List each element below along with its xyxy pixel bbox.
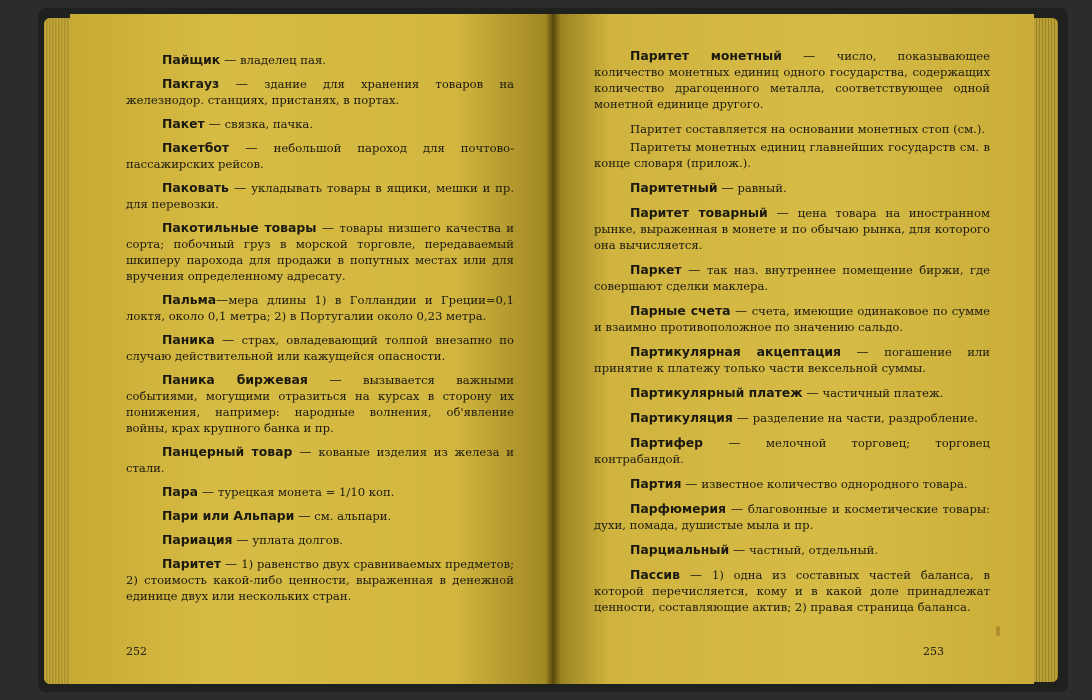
entry-definition: 1) одна из составных частей баланса, в которой перечисляется, кому и в какой доле принадлежат ценности, составляющие актив; 2) правая страница баланса. bbox=[594, 568, 990, 614]
entry-term: Пакгауз bbox=[162, 76, 220, 91]
left-page-entries bbox=[126, 52, 514, 604]
entry-definition: счета, имеющие одинаковое по сумме и взаимно противоположное по значению сальдо. bbox=[594, 304, 990, 334]
entry-separator: — bbox=[307, 373, 364, 387]
entry-separator: — bbox=[681, 263, 707, 277]
entry-definition: Паритеты монетных единиц главнейших государств см. в конце словаря (прилож.). bbox=[594, 140, 990, 170]
entry-term: Парциальный bbox=[630, 542, 730, 557]
entry-definition: равный. bbox=[737, 181, 787, 195]
entry-separator: — bbox=[294, 509, 315, 523]
entry-separator: — bbox=[725, 502, 748, 516]
bookmark-ribbon bbox=[996, 626, 1000, 636]
right-page bbox=[552, 14, 1034, 684]
dictionary-entry bbox=[594, 180, 990, 196]
entry-term: Партикуляция bbox=[630, 410, 733, 425]
dictionary-entry bbox=[594, 501, 990, 533]
dictionary-entry bbox=[594, 542, 990, 558]
entry-definition: цена товара на иностранном рынке, выраженная в монете и по обычаю рынка, для которого она вычисляется. bbox=[594, 206, 991, 252]
entry-separator: — bbox=[729, 543, 750, 557]
entry-definition: вызывается важными событиями, могущими отразиться на курсах в сторону их понижения, например: народные волнения, об'явление войны, крах крупного банка и пр. bbox=[126, 373, 515, 435]
entry-term: Партикулярная акцептация bbox=[630, 344, 841, 359]
entry-definition: мелочной торговец; торговец контрабандой. bbox=[594, 436, 990, 466]
entry-separator: — bbox=[679, 568, 712, 582]
entry-separator: — bbox=[316, 221, 340, 235]
dictionary-entry bbox=[126, 332, 514, 364]
entry-separator: — bbox=[219, 77, 265, 91]
entry-term: Пальма bbox=[162, 292, 217, 307]
left-page-number: 252 bbox=[126, 645, 147, 658]
entry-definition: страх, овладевающий толпой внезапно по случаю действительной или кажущейся опасности. bbox=[126, 333, 514, 363]
entry-term: Паркет bbox=[630, 262, 682, 277]
book-gutter bbox=[546, 14, 560, 684]
entry-separator: — bbox=[767, 206, 798, 220]
entry-term: Панцерный товар bbox=[162, 444, 293, 459]
entry-term: Пакетбот bbox=[162, 140, 230, 155]
entry-term: Паритет монетный bbox=[630, 48, 782, 63]
page-edges-right bbox=[1030, 18, 1058, 682]
entry-term: Пассив bbox=[630, 567, 680, 582]
entry-term: Партия bbox=[630, 476, 682, 491]
right-page-number: 253 bbox=[923, 645, 944, 658]
dictionary-entry bbox=[594, 344, 990, 376]
entry-term: Партифер bbox=[630, 435, 704, 450]
entry-separator: — bbox=[840, 345, 885, 359]
entry-definition: небольшой пароход для почтово-пассажирских рейсов. bbox=[126, 141, 514, 171]
entry-definition: кованые изделия из железа и стали. bbox=[126, 445, 514, 475]
dictionary-entry bbox=[126, 76, 514, 108]
entry-definition: частный, отдельный. bbox=[749, 543, 879, 557]
entry-definition: так наз. внутреннее помещение биржи, где совершают сделки маклера. bbox=[594, 263, 990, 293]
dictionary-entry bbox=[126, 220, 514, 284]
dictionary-entry bbox=[594, 48, 990, 112]
entry-definition: турецкая монета = 1/10 коп. bbox=[217, 485, 395, 499]
dictionary-entry bbox=[594, 410, 990, 426]
entry-term: Паковать bbox=[162, 180, 229, 195]
entry-term: Паника биржевая bbox=[162, 372, 308, 387]
dictionary-entry bbox=[594, 476, 990, 492]
entry-term: Паритетный bbox=[630, 180, 718, 195]
entry-definition: см. альпари. bbox=[314, 509, 392, 523]
entry-definition: разделение на части, раздробление. bbox=[752, 411, 978, 425]
dictionary-entry bbox=[594, 139, 990, 171]
entry-definition: здание для хранения товаров на железнодор. станциях, пристанях, в портах. bbox=[126, 77, 514, 107]
dictionary-entry bbox=[126, 52, 514, 68]
entry-definition: мера длины 1) в Голландии и Греции=0,1 локтя, около 0,1 метра; 2) в Португалии около 0,23 метра. bbox=[126, 293, 514, 323]
entry-separator: — bbox=[204, 117, 225, 131]
dictionary-entry bbox=[594, 385, 990, 401]
entry-term: Пари или Альпари bbox=[162, 508, 295, 523]
dictionary-entry bbox=[126, 532, 514, 548]
left-page bbox=[70, 14, 552, 684]
dictionary-entry bbox=[594, 435, 990, 467]
entry-separator: — bbox=[232, 533, 253, 547]
dictionary-entry bbox=[126, 292, 514, 324]
entry-definition: Паритет составляется на основании монетных стоп (см.). bbox=[630, 122, 986, 136]
entry-separator: — bbox=[730, 304, 752, 318]
dictionary-entry bbox=[126, 484, 514, 500]
entry-definition: связка, пачка. bbox=[224, 117, 314, 131]
dictionary-entry bbox=[126, 508, 514, 524]
dictionary-entry bbox=[126, 140, 514, 172]
entry-separator: — bbox=[214, 333, 242, 347]
entry-definition: укладывать товары в ящики, мешки и пр. для перевозки. bbox=[126, 181, 515, 211]
entry-separator: — bbox=[681, 477, 702, 491]
dictionary-entry bbox=[126, 372, 514, 436]
right-page-entries bbox=[594, 48, 990, 615]
entry-separator: — bbox=[802, 386, 823, 400]
entry-term: Партикулярный платеж bbox=[630, 385, 803, 400]
entry-term: Пакотильные товары bbox=[162, 220, 317, 235]
dictionary-entry bbox=[594, 567, 990, 615]
entry-term: Париация bbox=[162, 532, 233, 547]
entry-term: Паника bbox=[162, 332, 215, 347]
entry-separator: — bbox=[220, 53, 241, 67]
dictionary-entry bbox=[126, 556, 514, 604]
entry-definition: число, показывающее количество монетных единиц одного государства, содержащих количество драгоценного металла, соответствующее одной монетной единице другого. bbox=[594, 49, 990, 111]
entry-separator: — bbox=[228, 181, 252, 195]
dictionary-entry bbox=[594, 205, 990, 253]
dictionary-entry bbox=[126, 444, 514, 476]
entry-term: Пара bbox=[162, 484, 198, 499]
entry-term: Парные счета bbox=[630, 303, 731, 318]
entry-definition: известное количество однородного товара. bbox=[701, 477, 968, 491]
dictionary-entry bbox=[594, 121, 990, 137]
entry-definition: товары низшего качества и сорта; побочный груз в морской торговле, передаваемый шкиперу парохода для продажи в попутных местах или для вручения определенному адресату. bbox=[126, 221, 514, 283]
entry-separator: — bbox=[197, 485, 218, 499]
entry-separator: — bbox=[717, 181, 738, 195]
entry-definition: погашение или принятие к платежу только части вексельной суммы. bbox=[594, 345, 991, 375]
dictionary-entry bbox=[594, 262, 990, 294]
entry-separator: — bbox=[221, 557, 242, 571]
dictionary-entry bbox=[594, 303, 990, 335]
entry-definition: владелец пая. bbox=[240, 53, 326, 67]
dictionary-entry bbox=[126, 116, 514, 132]
entry-term: Парфюмерия bbox=[630, 501, 726, 516]
entry-term: Паритет товарный bbox=[630, 205, 768, 220]
entry-separator: — bbox=[229, 141, 274, 155]
entry-definition: частичный платеж. bbox=[822, 386, 944, 400]
entry-separator: — bbox=[216, 293, 229, 307]
entry-term: Паритет bbox=[162, 556, 222, 571]
entry-term: Пайщик bbox=[162, 52, 221, 67]
entry-separator: — bbox=[703, 436, 766, 450]
entry-separator: — bbox=[732, 411, 753, 425]
entry-term: Пакет bbox=[162, 116, 205, 131]
dictionary-entry bbox=[126, 180, 514, 212]
entry-definition: благовонные и косметические товары: духи, помада, душистые мыла и пр. bbox=[594, 502, 990, 532]
entry-definition: уплата долгов. bbox=[252, 533, 343, 547]
entry-separator: — bbox=[292, 445, 319, 459]
entry-separator: — bbox=[781, 49, 837, 63]
entry-definition: 1) равенство двух сравниваемых предметов; 2) стоимость какой-либо ценности, выраженная в денежной единице двух или нескольких стран. bbox=[126, 557, 515, 603]
